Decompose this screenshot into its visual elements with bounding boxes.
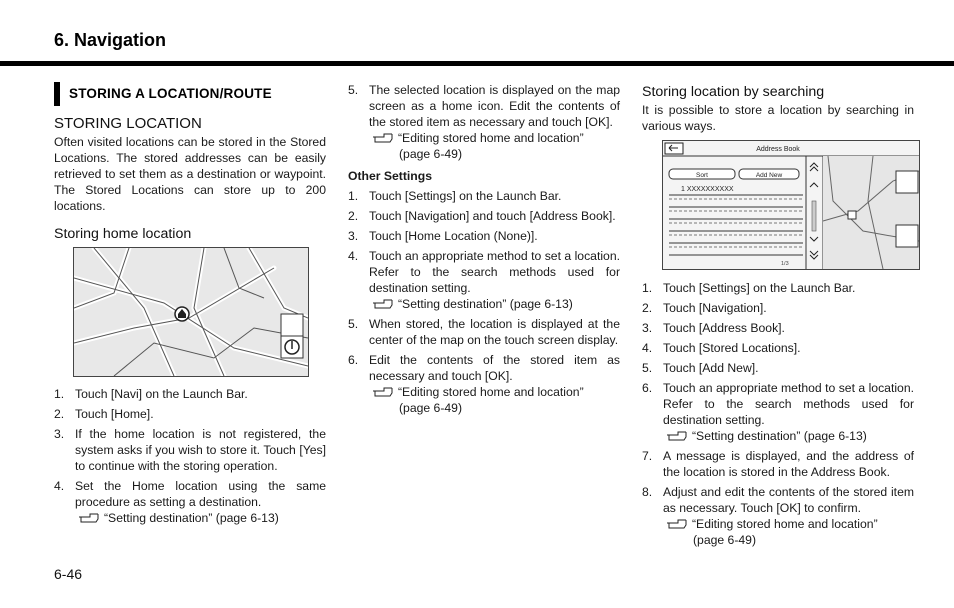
address-entry: 1 XXXXXXXXXX <box>681 186 734 193</box>
list-item: 6. Edit the contents of the stored item as necessary and touch [OK]. <box>348 353 620 383</box>
storing-by-search-intro: It is possible to store a location by searching in various ways. <box>642 103 914 133</box>
search-steps-list-continued <box>642 448 914 516</box>
header-rule <box>0 61 954 66</box>
list-item: 8. Adjust and edit the contents of the stored item as necessary. Touch [OK] to confirm. <box>642 485 914 515</box>
list-item: 5. Touch [Add New]. <box>642 361 759 375</box>
sort-button: Sort <box>696 172 708 179</box>
list-item: 4. Touch [Stored Locations]. <box>642 341 801 355</box>
cross-reference: “Editing stored home and location” <box>372 384 620 400</box>
list-item: 3. Touch [Address Book]. <box>642 321 785 335</box>
storing-home-heading: Storing home location <box>54 226 192 242</box>
home-steps-continued <box>348 82 620 130</box>
section-heading <box>54 82 326 106</box>
list-item: 7. A message is displayed, and the address of the location is stored in the Address Book. <box>642 449 914 479</box>
cross-reference-page: (page 6-49) <box>399 401 463 415</box>
page-number: 6-46 <box>54 566 83 582</box>
search-steps-list <box>642 280 914 428</box>
pointing-hand-icon <box>78 511 102 525</box>
cross-reference: “Editing stored home and location” <box>666 516 914 532</box>
cross-reference-page: (page 6-49) <box>399 147 463 161</box>
list-item: 3. Touch [Home Location (None)]. <box>348 229 538 243</box>
address-book-screen <box>663 141 919 269</box>
map-illustration <box>74 248 308 376</box>
page-indicator: 1/3 <box>781 261 789 267</box>
storing-by-search-heading: Storing location by searching <box>642 84 825 100</box>
cross-reference: “Editing stored home and location” <box>372 130 620 146</box>
list-item: 4. Touch an appropriate method to set a location. Refer to the search methods used for destination setting. <box>348 249 620 295</box>
left-column <box>54 82 326 526</box>
chapter-title: 6. Navigation <box>54 30 167 50</box>
other-settings-list <box>348 188 620 296</box>
section-bar <box>54 82 60 106</box>
pointing-hand-icon <box>666 429 690 443</box>
list-item: 1. Touch [Settings] on the Launch Bar. <box>348 189 562 203</box>
cross-reference: “Setting destination” (page 6-13) <box>666 428 914 444</box>
list-item: 2. Touch [Navigation] and touch [Address Book]. <box>348 209 616 223</box>
storing-location-heading: STORING LOCATION <box>54 115 202 132</box>
cross-reference-page: (page 6-49) <box>693 533 757 547</box>
list-item: 3. If the home location is not registered, the system asks if you wish to store it. Touch [Yes] to continue with the storing operation. <box>54 427 326 473</box>
storing-location-intro: Often visited locations can be stored in the Stored Locations. The stored addresses can be easily retrieved to set them as a destination or waypoint. The Stored Locations can store up to 200 locations. <box>54 135 326 213</box>
list-item: 4. Set the Home location using the same procedure as setting a destination. <box>54 479 326 509</box>
cross-reference: “Setting destination” (page 6-13) <box>372 296 620 312</box>
list-item: 5. The selected location is displayed on the map screen as a home icon. Edit the contents of the stored item as necessary and touch [OK]. <box>348 83 620 129</box>
home-map-figure <box>73 247 309 377</box>
list-item: 6. Touch an appropriate method to set a location. Refer to the search methods used for destination setting. <box>642 381 914 427</box>
list-item: 2. Touch [Navigation]. <box>642 301 767 315</box>
other-settings-heading: Other Settings <box>348 169 432 183</box>
other-settings-list-continued <box>348 316 620 384</box>
cross-reference: “Setting destination” (page 6-13) <box>78 510 326 526</box>
pointing-hand-icon <box>372 385 396 399</box>
middle-column <box>348 82 620 416</box>
list-item: 1. Touch [Settings] on the Launch Bar. <box>642 281 856 295</box>
section-heading-text: STORING A LOCATION/ROUTE <box>69 86 272 101</box>
address-book-figure <box>662 140 920 270</box>
pointing-hand-icon <box>372 131 396 145</box>
home-steps-list <box>54 386 326 510</box>
list-item: 2. Touch [Home]. <box>54 407 154 421</box>
right-column <box>642 84 914 548</box>
screen-title: Address Book <box>756 146 800 153</box>
list-item: 1. Touch [Navi] on the Launch Bar. <box>54 387 248 401</box>
pointing-hand-icon <box>372 297 396 311</box>
add-new-button: Add New <box>755 172 783 179</box>
pointing-hand-icon <box>666 517 690 531</box>
list-item: 5. When stored, the location is displayed at the center of the map on the touch screen display. <box>348 317 620 347</box>
